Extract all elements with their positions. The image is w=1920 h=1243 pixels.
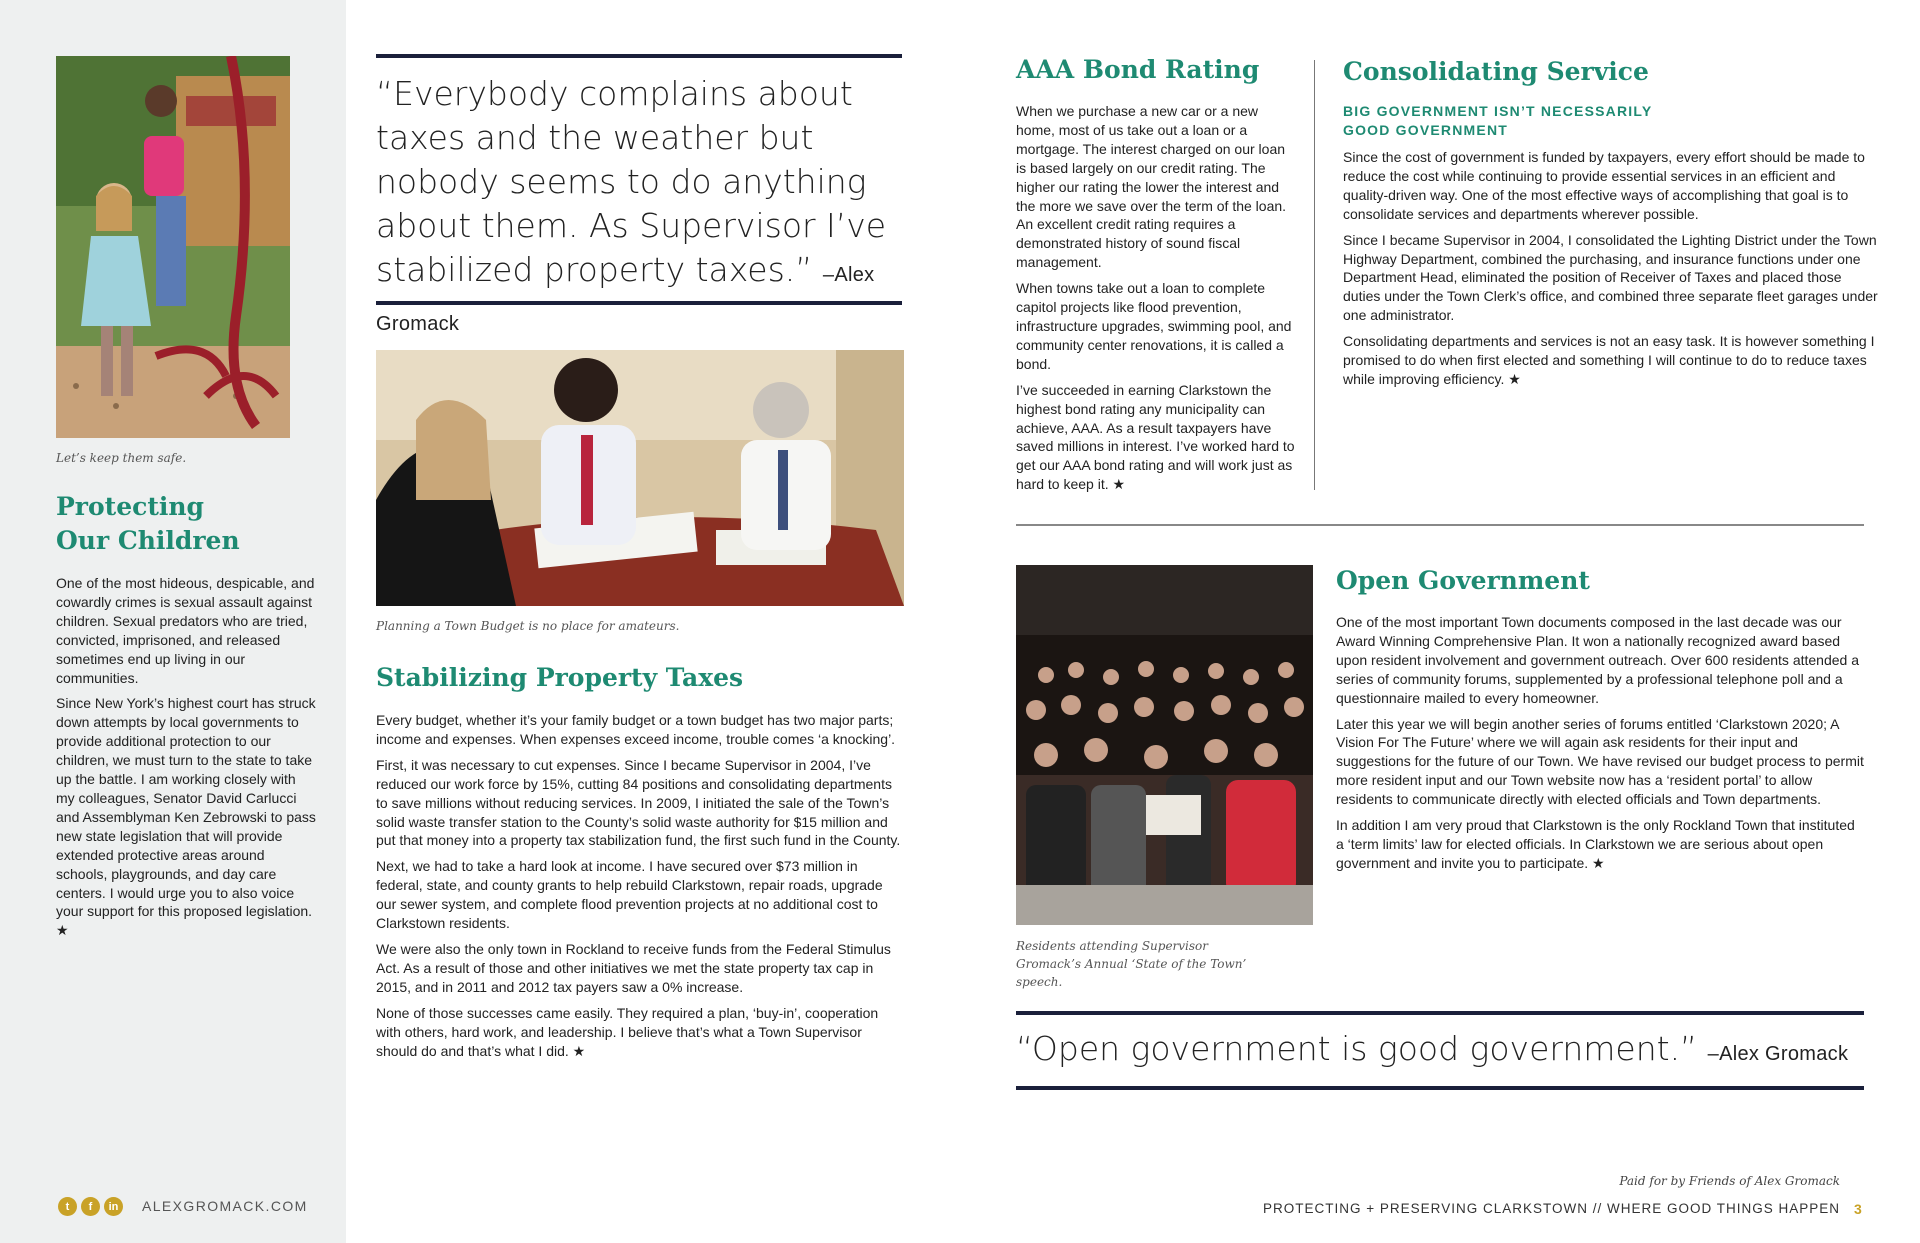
audience-photo-caption: Residents attending Supervisor Gromack’s Annual ‘State of the Town’ speech. [1016, 939, 1247, 989]
paragraph: Next, we had to take a hard look at income. I have secured over $73 million in federal, state, and county grants to help rebuild Clarkstown, repair roads, upgrade our sewer system, and complete flood prevention projects at no additional cost to Clarkstown residents. [376, 858, 883, 932]
budget-photo-caption: Planning a Town Budget is no place for amateurs. [376, 619, 680, 633]
paragraph: Every budget, whether it’s your family budget or a town budget has two major parts; income and expenses. When expenses exceed income, trouble comes ‘a knocking’. [376, 712, 896, 747]
aaa-bond-body [1016, 102, 1298, 501]
column-divider [1314, 60, 1315, 490]
consolidating-body [1343, 148, 1881, 396]
playground-photo-caption: Let’s keep them safe. [56, 451, 187, 465]
protecting-children-body [56, 574, 318, 947]
protecting-children-heading: Protecting Our Children [56, 492, 240, 555]
pull-quote-open-government [1016, 1027, 1864, 1076]
paragraph: In addition I am very proud that Clarkstown is the only Rockland Town that instituted a ‘term limits’ law for elected officials. In Clarkstown we are serious about open government and invite you to participate. ★ [1336, 817, 1855, 871]
stabilizing-taxes-heading: Stabilizing Property Taxes [376, 663, 744, 692]
pull-quote-text: “Open government is good government.” [1016, 1029, 1698, 1068]
quote-bottom-rule [376, 301, 902, 305]
paragraph: First, it was necessary to cut expenses. Since I became Supervisor in 2004, I’ve reduced our work force by 15%, cutting 84 positions and consolidating departments to save millions without reducing services. In 2009, I initiated the sale of the Town’s solid waste transfer station to the County’s solid waste authority for $15 million and put that money into a property tax stabilization fund, the first such fund in the County. [376, 756, 901, 849]
consolidating-subhead: BIG GOVERNMENT ISN’T NECESSARILY GOOD GOVERNMENT [1343, 103, 1653, 138]
paragraph: I’ve succeeded in earning Clarkstown the highest bond rating any municipality can achieve, AAA. As a result taxpayers have saved millions in interest. I’ve worked hard to get our AAA bond rating and will work just as hard to keep it. ★ [1016, 381, 1295, 493]
page-number: 3 [1854, 1201, 1862, 1217]
consolidating-heading: Consolidating Service [1343, 57, 1649, 86]
pull-quote-text: “Everybody complains about taxes and the weather but nobody seems to do anything about them. As Supervisor I’ve stabilized property taxes.” [376, 74, 887, 289]
open-government-body [1336, 613, 1866, 880]
paragraph: When towns take out a loan to complete capitol projects like flood prevention, infrastructure upgrades, swimming pool, and community center renovations, it is called a bond. [1016, 280, 1292, 372]
audience-photo [1016, 565, 1313, 925]
social-links [58, 1197, 123, 1216]
paragraph: None of those successes came easily. They required a plan, ‘buy-in’, cooperation with others, hard work, and leadership. I believe that’s what a Town Supervisor should do and that’s what I did. ★ [376, 1004, 879, 1059]
paragraph: One of the most important Town documents composed in the last decade was our Award Winning Comprehensive Plan. It won a nationally recognized award based upon resident involvement and government outreach. Over 600 residents attended a series of community forums, supplemented by a professional telephone poll and a questionnaire mailed to every homeowner. [1336, 614, 1859, 706]
budget-meeting-photo [376, 350, 904, 606]
section-divider [1016, 524, 1864, 526]
stabilizing-taxes-body [376, 711, 902, 1067]
paragraph: We were also the only town in Rockland to receive funds from the Federal Stimulus Act. As a result of those and other initiatives we met the state property tax cap in 2015, and in 2011 and 2012 tax payers saw a 0% increase. [376, 940, 891, 995]
aaa-bond-heading: AAA Bond Rating [1016, 55, 1260, 84]
playground-photo [56, 56, 290, 438]
pull-quote-attribution: –Alex Gromack [1707, 1043, 1849, 1065]
open-government-heading: Open Government [1336, 566, 1590, 595]
quote-top-rule [1016, 1011, 1864, 1015]
paragraph: Since New York’s highest court has struck down attempts by local governments to provide additional protection to our children, we must turn to the state to take up the battle. I am working closely with my colleagues, Senator David Carlucci and Assemblyman Ken Zebrowski to pass new state legislation that will provide extended protective areas around schools, playgrounds, and day care centers. I would urge you to also voice your support for this proposed legislation. ★ [56, 695, 316, 939]
paragraph: When we purchase a new car or a new home, most of us take out a loan or a mortgage. The interest charged on our loan is based largely on our credit rating. The higher our rating the lower the interest and the more we save over the term of the loan. An excellent credit rating requires a demonstrated history of sound fiscal management. [1016, 103, 1287, 271]
paid-for-notice: Paid for by Friends of Alex Gromack [1619, 1174, 1840, 1188]
twitter-icon[interactable]: t [58, 1197, 77, 1216]
facebook-icon[interactable]: f [81, 1197, 100, 1216]
footer-tagline: PROTECTING + PRESERVING CLARKSTOWN // WHERE GOOD THINGS HAPPEN [1263, 1201, 1840, 1216]
website-link[interactable]: ALEXGROMACK.COM [142, 1198, 308, 1214]
pull-quote-attribution: –Alex Gromack [376, 264, 875, 335]
paragraph: Later this year we will begin another series of forums entitled ‘Clarkstown 2020; A Vision For The Future’ where we will again ask residents for their input and suggestions for the future of our Town. We have revised our budget process to permit more resident input and our Town website now has a ‘resident portal’ to allow residents to communicate directly with elected officials and Town departments. [1336, 715, 1864, 808]
quote-top-rule [376, 54, 902, 58]
paragraph: Since the cost of government is funded by taxpayers, every effort should be made to reduce the cost while continuing to provide essential services in an efficient and quality-driven way. One of the most effective ways of accomplishing that goal is to consolidate services and departments wherever possible. [1343, 149, 1865, 222]
paragraph: Since I became Supervisor in 2004, I consolidated the Lighting District under the Town Highway Department, combined the purchasing, and insurance functions under one Department Head, eliminated the position of Receiver of Taxes and placed those duties under the Town Clerk’s office, and combined three separate fleet garages under one administrator. [1343, 231, 1878, 324]
quote-bottom-rule [1016, 1086, 1864, 1090]
paragraph: Consolidating departments and services is not an easy task. It is however something I promised to do when first elected and something I will continue to do to reduce taxes while improving efficiency. ★ [1343, 333, 1875, 387]
linkedin-icon[interactable]: in [104, 1197, 123, 1216]
paragraph: One of the most hideous, despicable, and cowardly crimes is sexual assault against children. Sexual predators who are tried, convicted, imprisoned, and released sometimes end up living in our communities. [56, 575, 315, 686]
